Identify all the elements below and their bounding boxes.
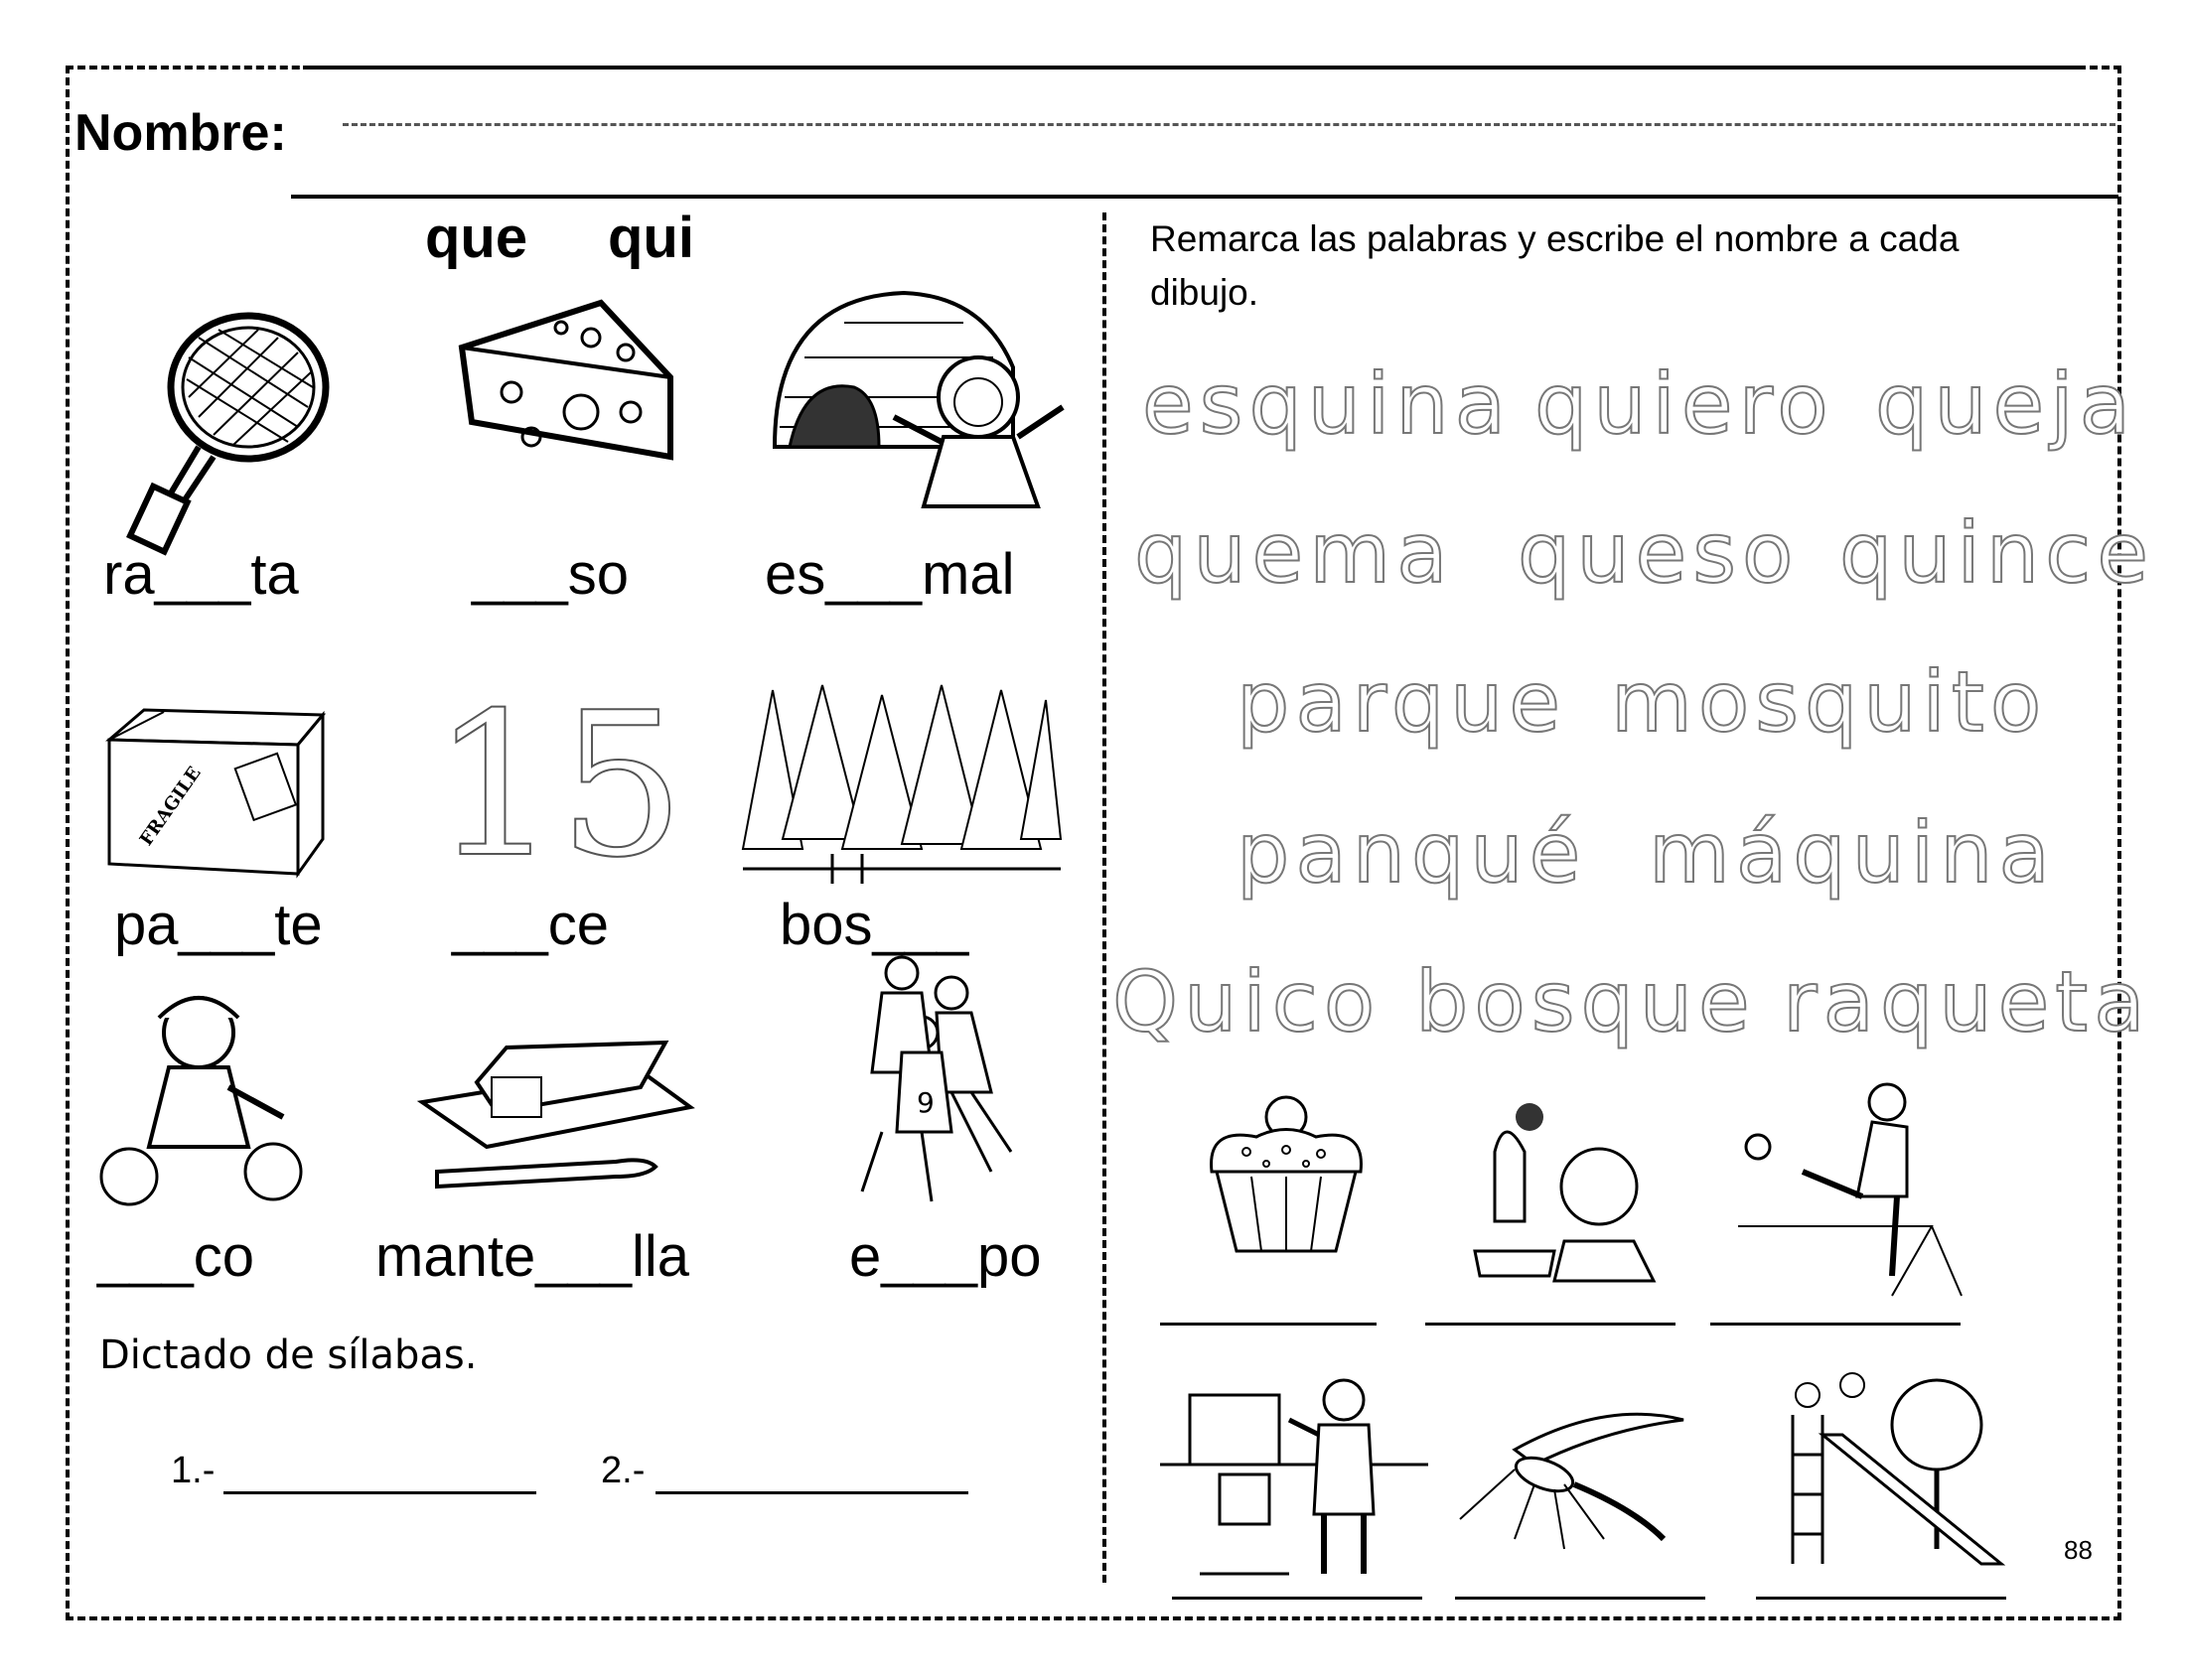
- team-icon: [842, 953, 1041, 1211]
- answer-line-5[interactable]: [1455, 1597, 1705, 1600]
- name-dashed-line: [343, 123, 2115, 126]
- soccer-kick-icon: [1733, 1077, 1962, 1296]
- igloo-icon: [765, 278, 1073, 526]
- trace-quico: Quico: [1112, 953, 1382, 1050]
- syllable-qui: qui: [608, 206, 694, 270]
- butter-icon: [417, 1023, 695, 1201]
- trace-quiero: quiero: [1534, 355, 1834, 453]
- instructions: Remarca las palabras y escribe el nombre a cada dibujo.: [1150, 218, 1960, 313]
- column-divider: [1102, 212, 1106, 1583]
- dictation-item-2-line[interactable]: [656, 1491, 968, 1494]
- answer-line-1[interactable]: [1160, 1323, 1377, 1326]
- word-quince-blank: ___ce: [452, 893, 610, 957]
- jersey-number: 9: [917, 1086, 935, 1119]
- top-rule: [303, 66, 2081, 70]
- word-equipo-blank: e___po: [849, 1224, 1042, 1289]
- name-label: Nombre:: [74, 104, 287, 162]
- word-esquimal-blank: es___mal: [765, 542, 1015, 607]
- park-icon: [1753, 1375, 2031, 1574]
- trace-queja: queja: [1875, 355, 2137, 453]
- trace-raqueta: raqueta: [1783, 953, 2151, 1050]
- word-raqueta-blank: ra___ta: [103, 542, 299, 607]
- burned-hand-icon: [1465, 1092, 1664, 1281]
- word-quico-blank: ___co: [97, 1224, 255, 1289]
- dictation-item-2-label: 2.-: [601, 1450, 646, 1491]
- cheese-icon: [452, 298, 680, 467]
- syllable-que: que: [425, 206, 528, 270]
- trace-panque: panqué: [1237, 804, 1587, 902]
- word-paquete-blank: pa___te: [114, 893, 323, 957]
- answer-line-4[interactable]: [1172, 1597, 1422, 1600]
- word-bosque-blank: bos___: [780, 893, 969, 957]
- trace-parque: parque: [1237, 653, 1567, 751]
- trace-esquina: esquina: [1142, 355, 1513, 453]
- answer-line-3[interactable]: [1710, 1323, 1961, 1326]
- barber-icon: [1160, 1375, 1428, 1574]
- dictation-item-1-label: 1.-: [171, 1450, 216, 1491]
- trace-queso: queso: [1518, 504, 1800, 602]
- trace-quince: quince: [1839, 504, 2154, 602]
- cupcake-icon: [1197, 1092, 1376, 1261]
- mosquito-icon: [1455, 1390, 1693, 1559]
- racket-icon: [129, 298, 358, 556]
- trace-quema: quema: [1134, 504, 1454, 602]
- dictation-title: Dictado de sílabas.: [99, 1332, 478, 1378]
- page-number: 88: [2064, 1535, 2093, 1565]
- boy-icon: [99, 978, 308, 1206]
- answer-line-2[interactable]: [1425, 1323, 1675, 1326]
- answer-line-6[interactable]: [1756, 1597, 2006, 1600]
- name-solid-line: [291, 195, 2118, 199]
- trace-bosque: bosque: [1415, 953, 1756, 1050]
- number-15-icon: [422, 670, 685, 902]
- word-queso-blank: ___so: [472, 542, 630, 607]
- number-15-text: 15: [432, 670, 685, 902]
- fragile-label: FRAGILE: [135, 763, 206, 850]
- forest-icon: [743, 680, 1061, 889]
- trace-maquina: máquina: [1649, 804, 2056, 902]
- word-mantequilla-blank: mante___lla: [375, 1224, 689, 1289]
- box-icon: [104, 700, 333, 879]
- dictation-item-1-line[interactable]: [223, 1491, 536, 1494]
- trace-mosquito: mosquito: [1611, 653, 2048, 751]
